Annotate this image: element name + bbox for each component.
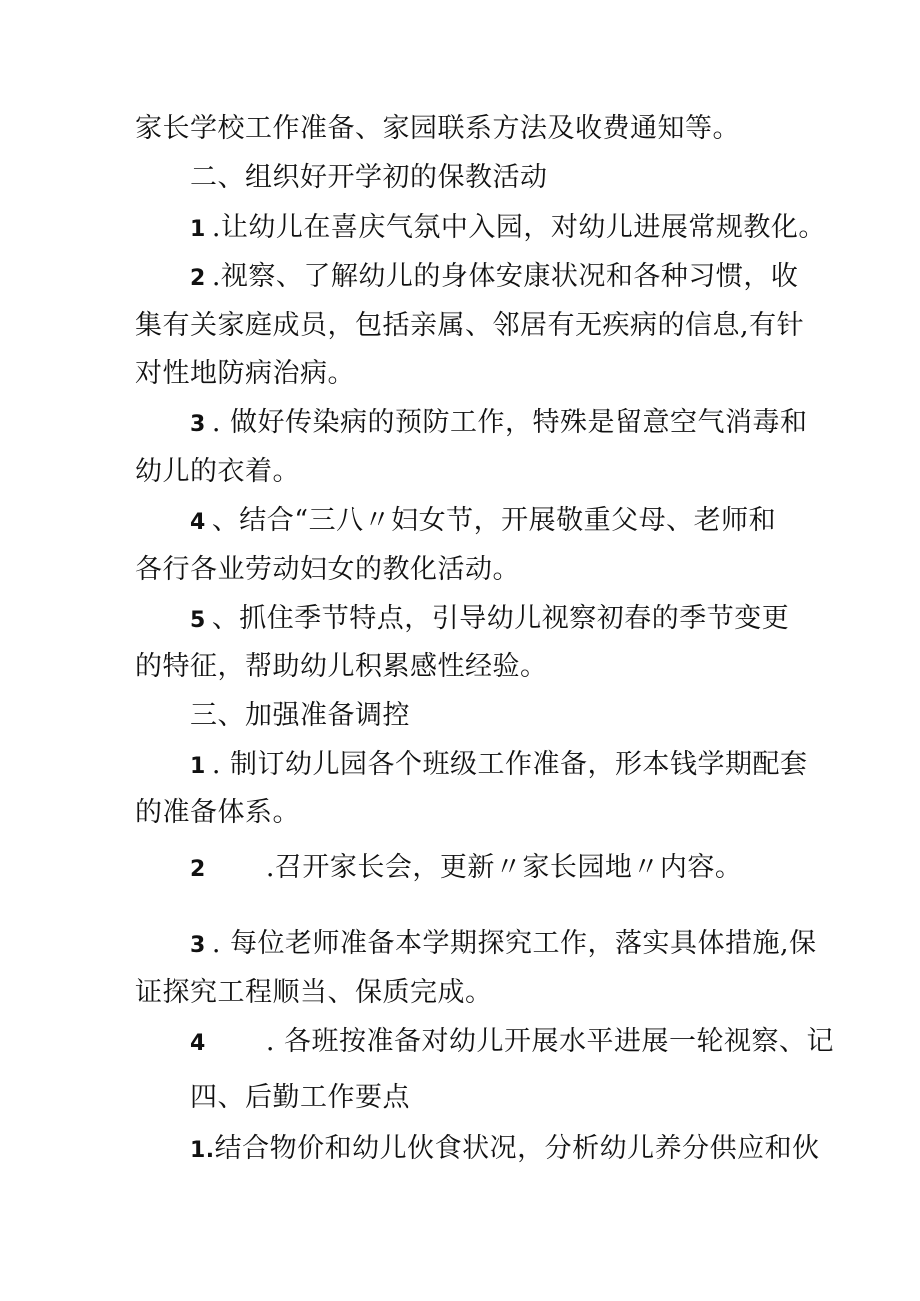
list-item bbox=[190, 927, 817, 963]
paragraph-line bbox=[135, 357, 355, 391]
list-item bbox=[190, 1025, 834, 1061]
item-number: 1 bbox=[190, 754, 206, 779]
item-number: 1. bbox=[190, 1138, 215, 1163]
item-number: 3 bbox=[190, 933, 206, 958]
item-number: 2 bbox=[190, 857, 206, 882]
line-text: 证探究工程顺当、保质完成。 bbox=[135, 977, 493, 1008]
paragraph-line bbox=[135, 455, 300, 489]
line-text: 各行各业劳动妇女的教化活动。 bbox=[135, 554, 520, 585]
item-number: 4 bbox=[190, 510, 206, 535]
section-heading bbox=[190, 161, 548, 195]
line-text: . 制订幼儿园各个班级工作准备，形本钱学期配套 bbox=[211, 749, 808, 780]
item-number: 3 bbox=[190, 412, 206, 437]
item-number: 2 bbox=[190, 266, 206, 291]
item-number: 4 bbox=[190, 1031, 206, 1056]
line-text: 、抓住季节特点，引导幼儿视察初春的季节变更 bbox=[211, 603, 790, 634]
list-item bbox=[190, 260, 798, 296]
item-number: 1 bbox=[190, 217, 206, 242]
line-text: 对性地防病治病。 bbox=[135, 358, 355, 389]
line-text: . 做好传染病的预防工作，特殊是留意空气消毒和 bbox=[211, 407, 808, 438]
line-text: 四、后勤工作要点 bbox=[190, 1082, 410, 1113]
line-text: 的特征，帮助幼儿积累感性经验。 bbox=[135, 651, 548, 682]
line-text: 结合物价和幼儿伙食状况，分析幼儿养分供应和伙 bbox=[214, 1133, 820, 1164]
section-heading bbox=[190, 1081, 410, 1115]
list-item bbox=[190, 504, 776, 540]
line-text: .视察、了解幼儿的身体安康状况和各种习惯，收 bbox=[211, 261, 799, 292]
line-text: 家长学校工作准备、家园联系方法及收费通知等。 bbox=[135, 113, 740, 144]
paragraph-line bbox=[135, 796, 300, 830]
paragraph-line bbox=[135, 976, 493, 1010]
list-item bbox=[190, 602, 789, 638]
list-item bbox=[190, 406, 807, 442]
paragraph-line bbox=[135, 650, 548, 684]
paragraph-line bbox=[135, 112, 740, 146]
line-text: 幼儿的衣着。 bbox=[135, 456, 300, 487]
section-heading bbox=[190, 699, 410, 733]
list-item bbox=[190, 851, 742, 887]
list-item bbox=[190, 1132, 820, 1168]
line-text: . 每位老师准备本学期探究工作，落实具体措施,保 bbox=[211, 928, 817, 959]
line-text: 、结合“三八〃妇女节，开展敬重父母、老师和 bbox=[211, 505, 777, 536]
line-text: 二、组织好开学初的保教活动 bbox=[190, 162, 548, 193]
line-text: .召开家长会，更新〃家长园地〃内容。 bbox=[265, 852, 743, 883]
line-text: 的准备体系。 bbox=[135, 797, 300, 828]
paragraph-line bbox=[135, 553, 520, 587]
line-text: .让幼儿在喜庆气氛中入园，对幼儿进展常规教化。 bbox=[211, 212, 826, 243]
line-text: 三、加强准备调控 bbox=[190, 700, 410, 731]
item-number: 5 bbox=[190, 608, 206, 633]
list-item bbox=[190, 211, 826, 247]
line-text: . 各班按准备对幼儿开展水平进展一轮视察、记 bbox=[265, 1026, 834, 1057]
list-item bbox=[190, 748, 807, 784]
line-text: 集有关家庭成员，包括亲属、邻居有无疾病的信息,有针 bbox=[135, 310, 805, 341]
paragraph-line bbox=[135, 309, 804, 343]
